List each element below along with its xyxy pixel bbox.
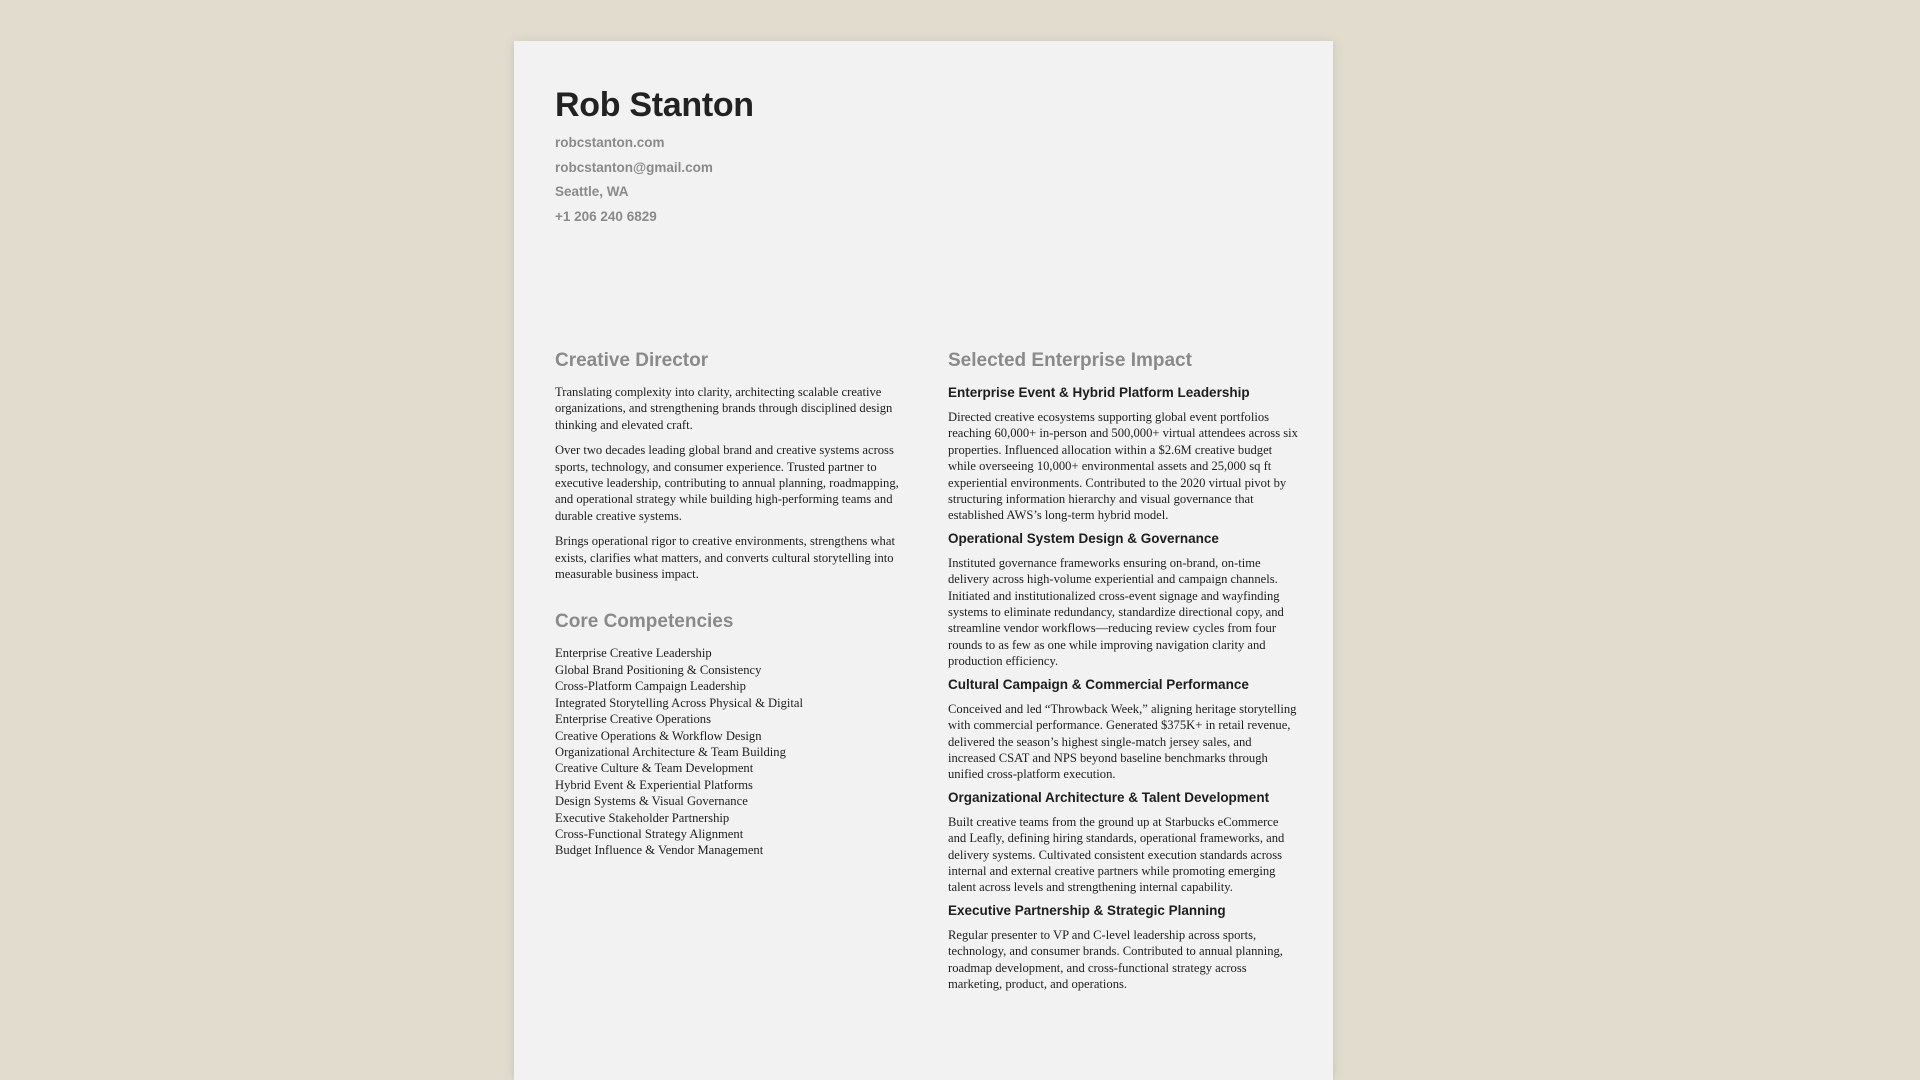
summary-paragraph: Brings operational rigor to creative environments, strengthens what exists, clarifies what matters, and converts cultural storytelling into measurable business impact. <box>555 534 895 582</box>
core-competencies-section <box>555 609 905 858</box>
competency-item: Integrated Storytelling Across Physical & Digital <box>555 695 803 710</box>
website-link[interactable]: robcstanton.com <box>555 135 665 150</box>
summary-paragraph: Translating complexity into clarity, architecting scalable creative organizations, and strengthening brands through disciplined design thinking and elevated craft. <box>555 385 893 432</box>
impact-description: Built creative teams from the ground up at Starbucks eCommerce and Leafly, defining hiring standards, operational frameworks, and delivery systems. Cultivated consistent execution standards across internal and external creative partners while promoting emerging talent across levels and strengthening internal capability. <box>948 814 1285 895</box>
impact-heading: Organizational Architecture & Talent Development <box>948 789 1270 805</box>
impact-heading: Executive Partnership & Strategic Planning <box>948 902 1226 918</box>
competency-item: Enterprise Creative Operations <box>555 712 711 727</box>
competency-item: Design Systems & Visual Governance <box>555 794 748 809</box>
competency-item: Creative Culture & Team Development <box>555 761 754 776</box>
competencies-list <box>555 645 905 858</box>
email-link[interactable]: robcstanton@gmail.com <box>555 159 713 175</box>
competency-item: Budget Influence & Vendor Management <box>555 843 764 858</box>
impact-description: Instituted governance frameworks ensuring on-brand, on-time delivery across high-volume experiential and campaign channels. Initiated and institutionalized cross-event signage and wayfinding systems to eliminate redundancy, standardize directional copy, and streamline vendor workflows—reducing review cycles from four rounds to as few as one while improving navigation clarity and production efficiency. <box>948 555 1284 669</box>
impact-item <box>948 384 1298 524</box>
resume-page <box>514 41 1333 1080</box>
impact-item <box>948 676 1298 783</box>
impact-description: Conceived and led “Throwback Week,” aligning heritage storytelling with commercial performance. Generated $375K+ in retail revenue, delivered the season’s highest single-match jersey sales, and increased CSAT and NPS beyond baseline benchmarks through unified cross-platform execution. <box>948 701 1297 782</box>
impact-item <box>948 530 1298 670</box>
competency-item: Organizational Architecture & Team Building <box>555 744 786 759</box>
competency-item: Enterprise Creative Leadership <box>555 646 712 661</box>
impact-item <box>948 789 1298 896</box>
competency-item: Cross-Functional Strategy Alignment <box>555 826 744 841</box>
location-text: Seattle, WA <box>555 184 629 200</box>
right-column <box>948 348 1298 998</box>
summary-paragraph: Over two decades leading global brand and creative systems across sports, technology, and consumer experience. Trusted partner to executive leadership, contributing to annual planning, roadmapping, and operational strategy while building high-performing teams and durable creative systems. <box>555 443 899 523</box>
competency-item: Creative Operations & Workflow Design <box>555 728 762 743</box>
impact-section-title: Selected Enterprise Impact <box>948 350 1192 371</box>
resume-header <box>555 85 754 230</box>
impact-heading: Operational System Design & Governance <box>948 530 1219 546</box>
impact-description: Regular presenter to VP and C-level leadership across sports, technology, and consumer brands. Contributed to annual planning, roadmap development, and cross-functional strategy across marketing, product, and operations. <box>948 927 1283 991</box>
impact-heading: Cultural Campaign & Commercial Performance <box>948 676 1249 692</box>
candidate-name: Rob Stanton <box>555 86 754 124</box>
competency-item: Cross-Platform Campaign Leadership <box>555 679 746 694</box>
competency-item: Hybrid Event & Experiential Platforms <box>555 777 753 792</box>
competency-item: Global Brand Positioning & Consistency <box>555 662 762 677</box>
impact-heading: Enterprise Event & Hybrid Platform Leadership <box>948 385 1250 400</box>
role-title: Creative Director <box>555 350 709 371</box>
impact-item <box>948 902 1298 993</box>
impact-description: Directed creative ecosystems supporting global event portfolios reaching 60,000+ in-person and 500,000+ virtual attendees across six properties. Influenced allocation within a $2.6M creative budget while overseeing 10,000+ environmental assets and 25,000 sq ft experiential environments. Contributed to the 2020 virtual pivot by structuring information hierarchy and visual governance that established AWS’s long-term hybrid model. <box>948 410 1298 523</box>
left-column <box>555 348 905 859</box>
competency-item: Executive Stakeholder Partnership <box>555 810 730 825</box>
competencies-title: Core Competencies <box>555 611 734 633</box>
phone-link[interactable]: +1 206 240 6829 <box>555 209 657 225</box>
